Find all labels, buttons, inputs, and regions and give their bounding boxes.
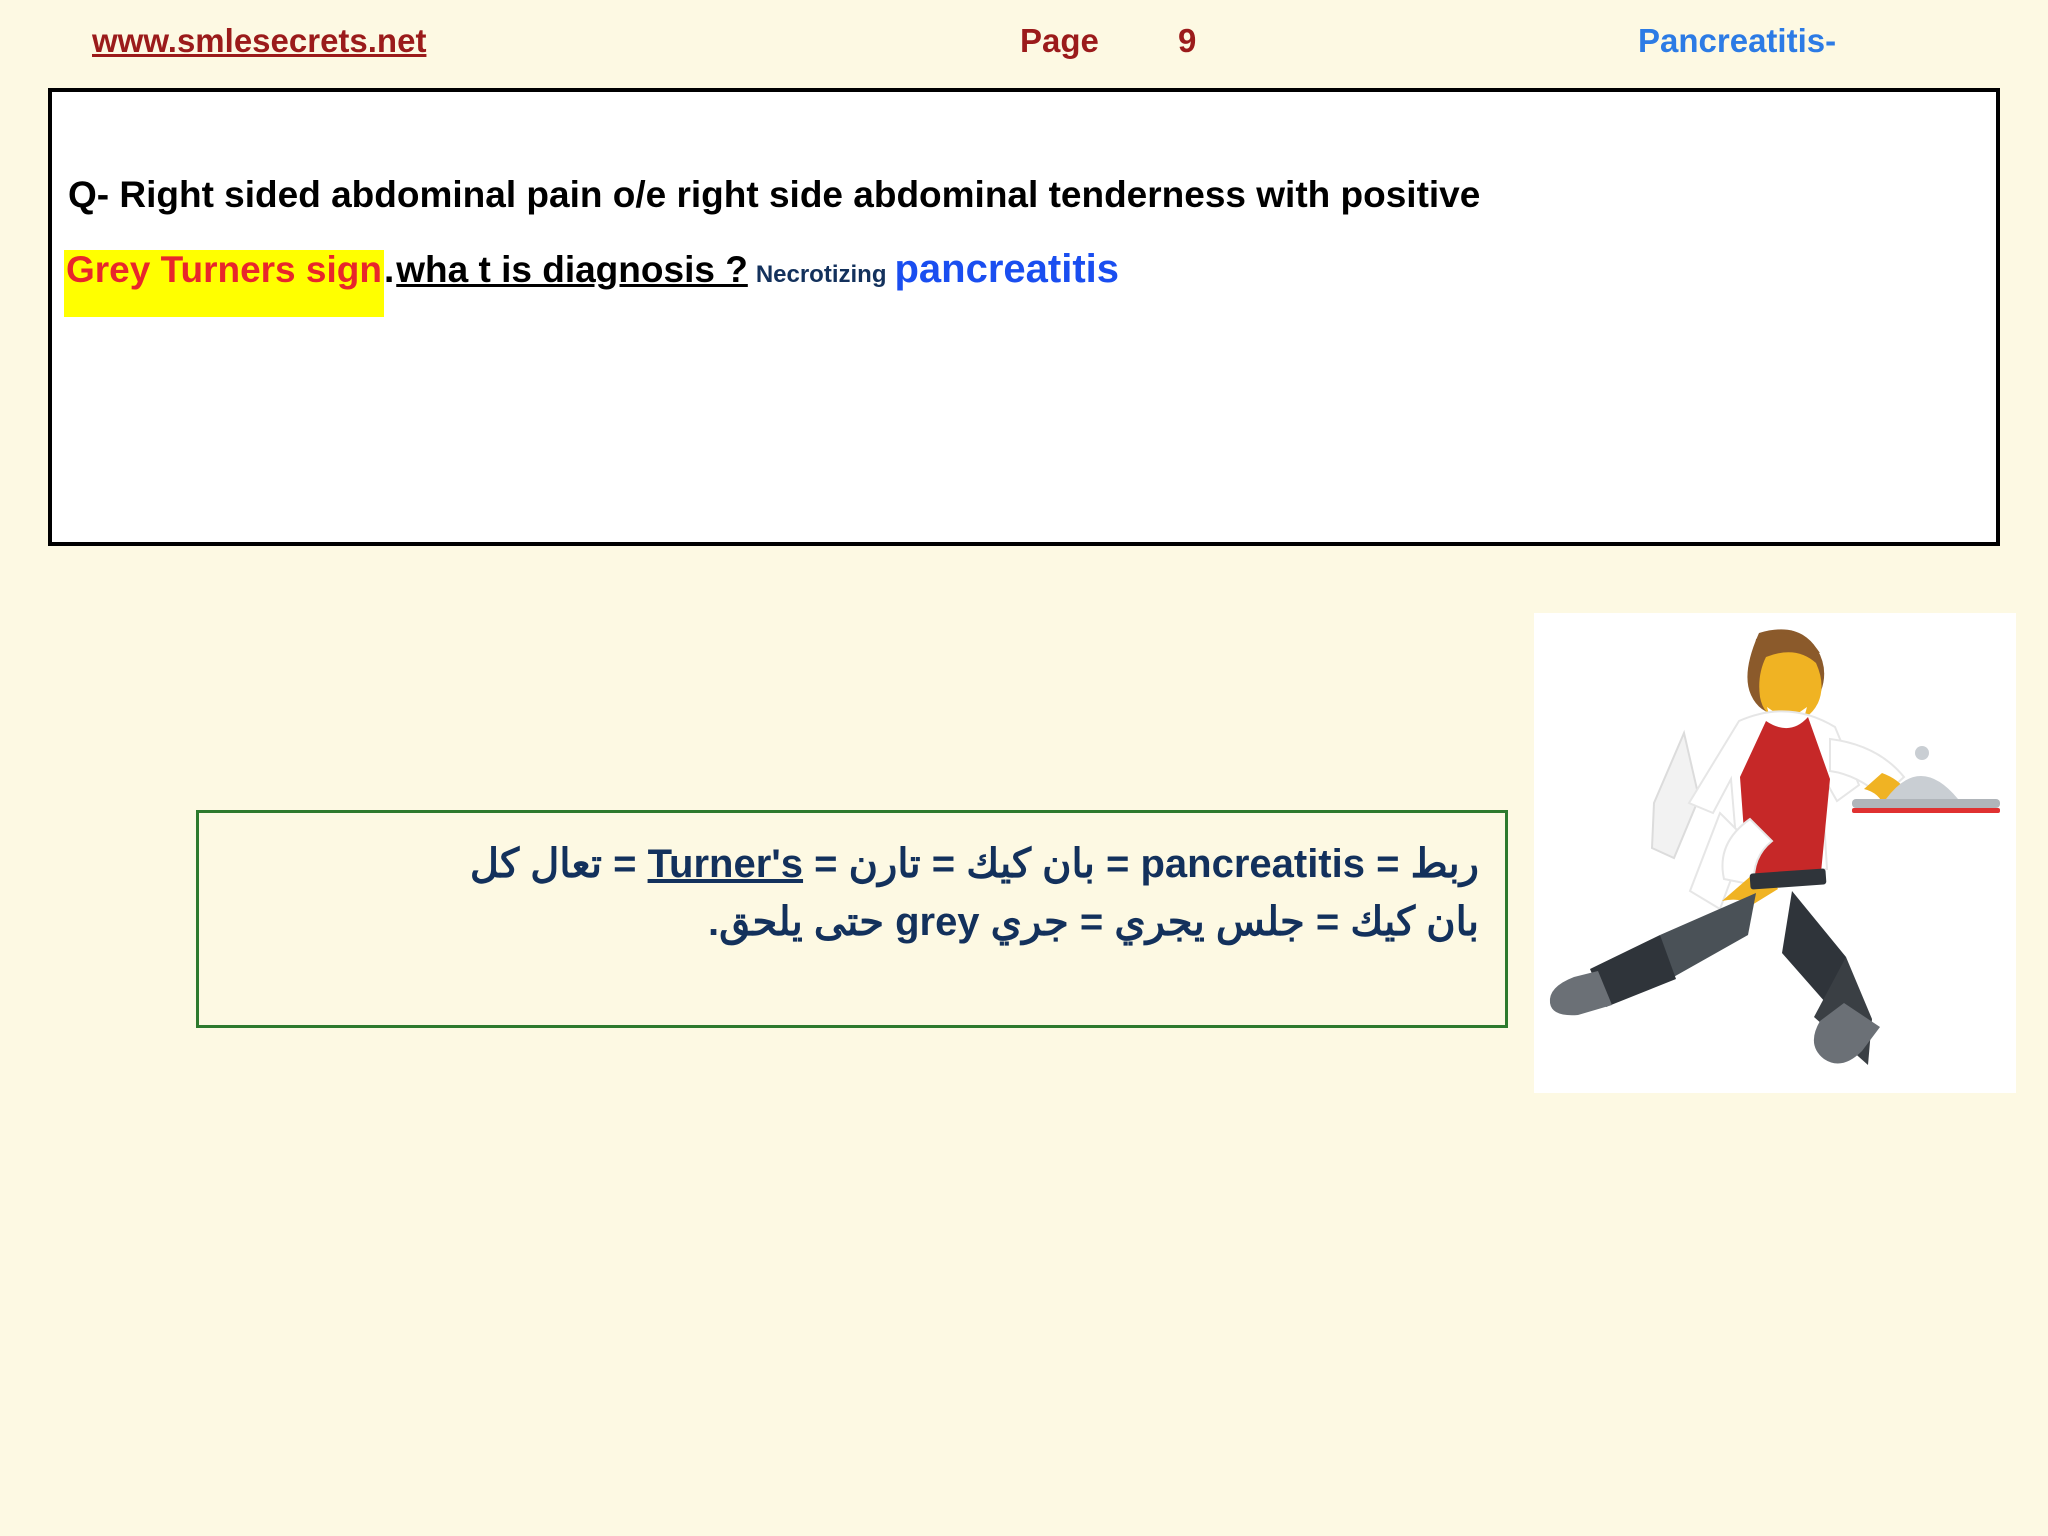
question-box — [48, 88, 2000, 546]
mnemonic-box — [196, 810, 1508, 1028]
mnemonic-part-hatta-yalhaq: حتى يلحق. — [708, 900, 896, 944]
topic-label: Pancreatitis- — [1638, 22, 1837, 59]
question-line-2 — [64, 247, 1119, 317]
mnemonic-eq-1: = — [1364, 842, 1411, 886]
mnemonic-line-1 — [225, 835, 1479, 893]
answer-qualifier: Necrotizing — [755, 261, 887, 288]
question-line-1: Q- Right sided abdominal pain o/e right side abdominal tenderness with positive — [68, 174, 1481, 215]
mnemonic-word-pancreatitis: pancreatitis — [1140, 842, 1365, 886]
mnemonic-line-2 — [225, 893, 1479, 951]
page-number: 9 — [1178, 22, 1197, 59]
page-header — [0, 22, 2048, 72]
mnemonic-part-taal-kol: = تعال كل — [469, 842, 648, 886]
mnemonic-part-bankeek-tarn: = بان كيك = تارن = — [803, 842, 1141, 886]
question-period: . — [383, 249, 395, 290]
answer-text: pancreatitis — [894, 247, 1120, 291]
question-prompt: wha t is diagnosis ? — [396, 249, 748, 290]
site-url-link[interactable]: www.smlesecrets.net — [92, 22, 427, 59]
mnemonic-part-bankeek-jalas: بان كيك = جلس يجري = جري — [979, 900, 1479, 944]
grey-turners-sign-highlight: Grey Turners sign — [64, 250, 384, 317]
mnemonic-word-grey: grey — [895, 900, 980, 944]
running-waiter-illustration — [1534, 613, 2016, 1093]
mnemonic-word-turners: Turner's — [647, 842, 804, 886]
page-label: Page — [1020, 22, 1099, 59]
mnemonic-part-rabt: ربط — [1410, 842, 1479, 886]
